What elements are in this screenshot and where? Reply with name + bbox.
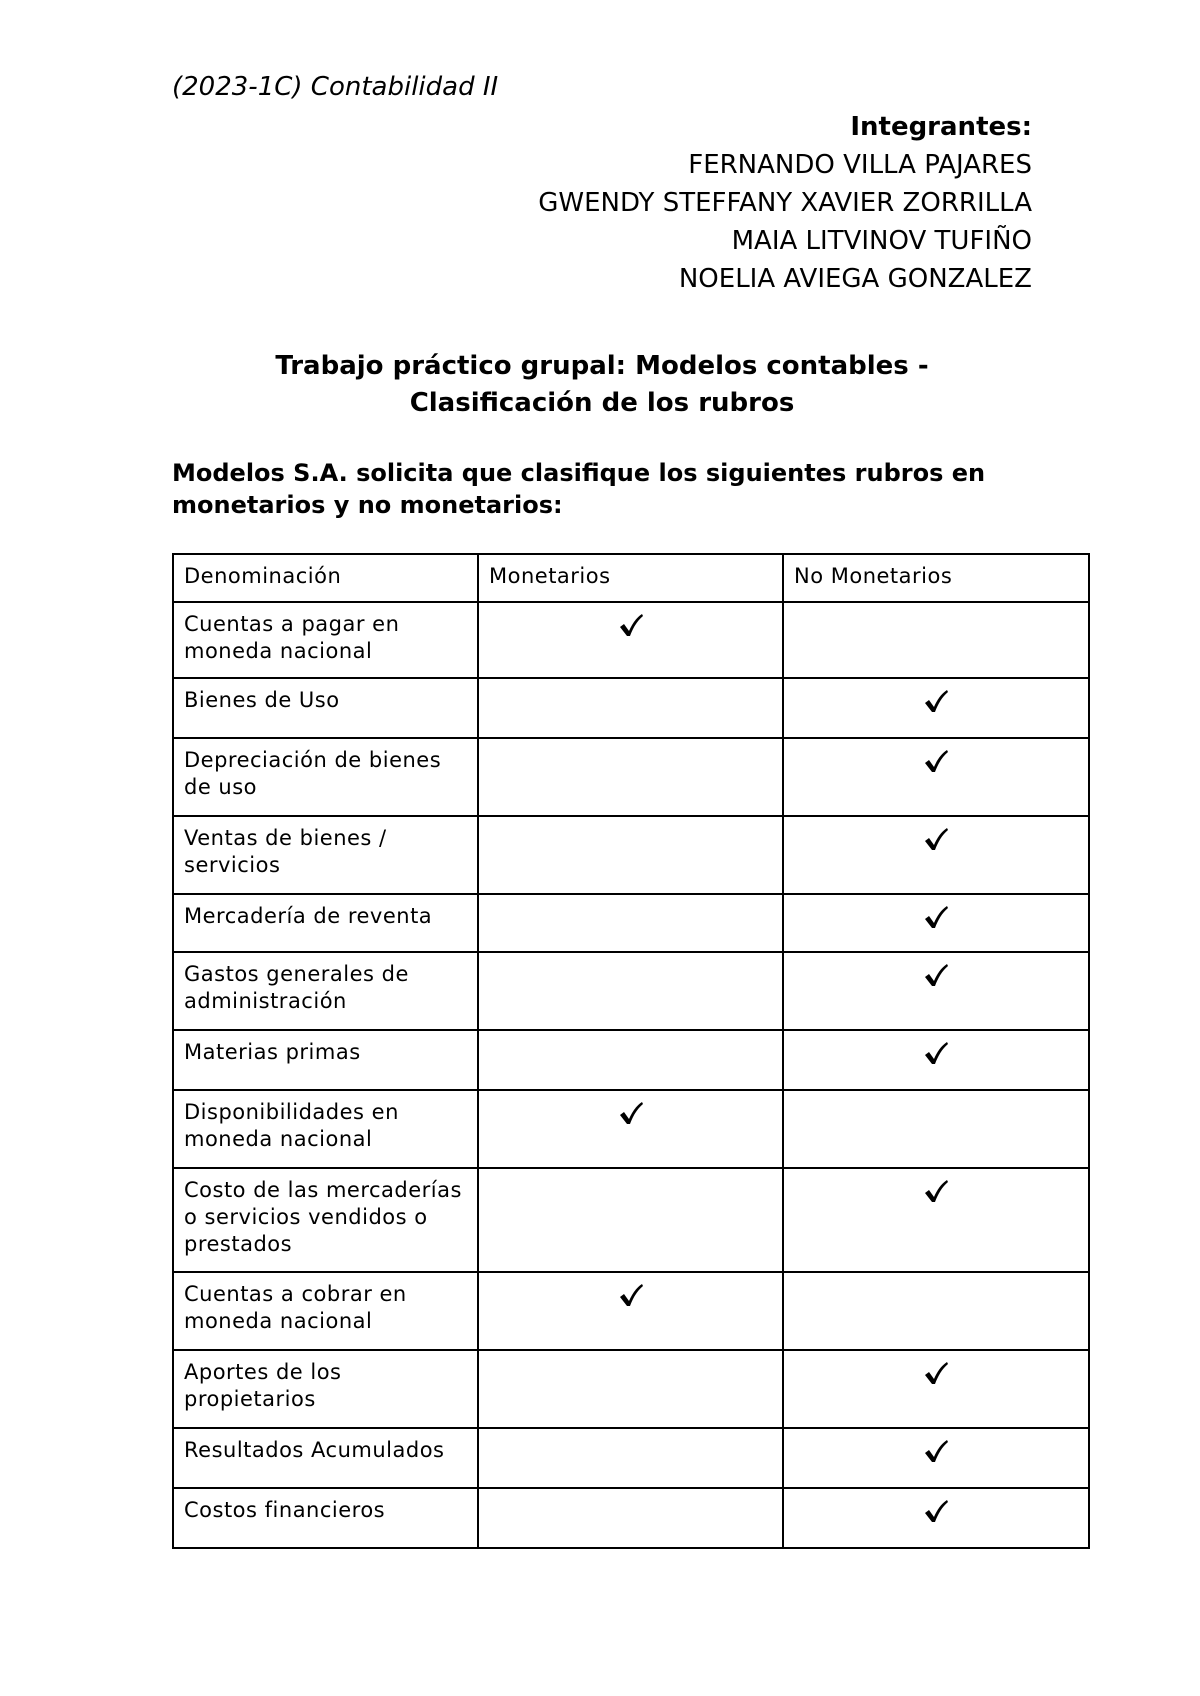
cell-monetarios <box>478 738 783 816</box>
table-body <box>173 602 1089 1548</box>
cell-no-monetarios <box>783 816 1089 894</box>
table-row <box>173 1272 1089 1350</box>
checkmark-icon <box>794 961 1078 995</box>
cell-denominacion: Cuentas a cobrar en moneda nacional <box>173 1272 478 1350</box>
members-title: Integrantes: <box>850 112 1032 142</box>
cell-denominacion: Disponibilidades en moneda nacional <box>173 1090 478 1168</box>
checkmark-icon <box>489 1281 772 1315</box>
cell-denominacion: Materias primas <box>173 1030 478 1090</box>
cell-no-monetarios <box>783 1350 1089 1428</box>
table-row <box>173 894 1089 952</box>
cell-no-monetarios <box>783 678 1089 738</box>
cell-monetarios <box>478 678 783 738</box>
checkmark-icon <box>489 611 772 645</box>
checkmark-icon <box>794 747 1078 781</box>
cell-monetarios <box>478 816 783 894</box>
checkmark-icon <box>794 903 1078 937</box>
table-row <box>173 952 1089 1030</box>
checkmark-icon <box>794 1497 1078 1531</box>
assignment-statement: Modelos S.A. solicita que clasifique los siguientes rubros en monetarios y no monetarios: <box>172 459 986 519</box>
table-row <box>173 1168 1089 1272</box>
cell-no-monetarios <box>783 738 1089 816</box>
cell-no-monetarios <box>783 1168 1089 1272</box>
title-line-2: Clasificación de los rubros <box>409 388 795 418</box>
cell-denominacion: Depreciación de bienes de uso <box>173 738 478 816</box>
cell-monetarios <box>478 1488 783 1548</box>
cell-denominacion: Resultados Acumulados <box>173 1428 478 1488</box>
member-name: FERNANDO VILLA PAJARES <box>688 150 1032 180</box>
cell-no-monetarios <box>783 602 1089 678</box>
member-name: GWENDY STEFFANY XAVIER ZORRILLA <box>538 188 1032 218</box>
cell-monetarios <box>478 952 783 1030</box>
cell-monetarios <box>478 1350 783 1428</box>
table-row <box>173 1090 1089 1168</box>
checkmark-icon <box>794 1039 1078 1073</box>
table-row <box>173 738 1089 816</box>
cell-denominacion: Cuentas a pagar en moneda nacional <box>173 602 478 678</box>
column-header-monetarios: Monetarios <box>478 554 783 602</box>
cell-monetarios <box>478 1090 783 1168</box>
cell-monetarios <box>478 1272 783 1350</box>
table-row <box>173 1428 1089 1488</box>
cell-denominacion: Mercadería de reventa <box>173 894 478 952</box>
column-header-no-monetarios: No Monetarios <box>783 554 1089 602</box>
cell-monetarios <box>478 894 783 952</box>
column-header-denominacion: Denominación <box>173 554 478 602</box>
cell-denominacion: Ventas de bienes / servicios <box>173 816 478 894</box>
cell-no-monetarios <box>783 1030 1089 1090</box>
checkmark-icon <box>489 1099 772 1133</box>
checkmark-icon <box>794 1359 1078 1393</box>
table-row <box>173 1350 1089 1428</box>
member-name: NOELIA AVIEGA GONZALEZ <box>678 264 1032 294</box>
cell-no-monetarios <box>783 1428 1089 1488</box>
cell-denominacion: Costo de las mercaderías o servicios vendidos o prestados <box>173 1168 478 1272</box>
cell-no-monetarios <box>783 1272 1089 1350</box>
cell-denominacion: Bienes de Uso <box>173 678 478 738</box>
cell-monetarios <box>478 1030 783 1090</box>
member-name: MAIA LITVINOV TUFIÑO <box>731 226 1032 256</box>
checkmark-icon <box>794 1437 1078 1471</box>
title-line-1: Trabajo práctico grupal: Modelos contables - <box>275 351 929 381</box>
cell-denominacion: Costos financieros <box>173 1488 478 1548</box>
cell-no-monetarios <box>783 1488 1089 1548</box>
checkmark-icon <box>794 687 1078 721</box>
table-row <box>173 816 1089 894</box>
table-row <box>173 602 1089 678</box>
members-block <box>538 108 1032 298</box>
table-row <box>173 1030 1089 1090</box>
cell-monetarios <box>478 602 783 678</box>
cell-no-monetarios <box>783 952 1089 1030</box>
document-title <box>172 348 1032 422</box>
table-row <box>173 1488 1089 1548</box>
table-header-row <box>173 554 1089 602</box>
cell-monetarios <box>478 1168 783 1272</box>
classification-table <box>172 553 1090 1549</box>
cell-denominacion: Gastos generales de administración <box>173 952 478 1030</box>
table-row <box>173 678 1089 738</box>
cell-denominacion: Aportes de los propietarios <box>173 1350 478 1428</box>
cell-no-monetarios <box>783 894 1089 952</box>
cell-no-monetarios <box>783 1090 1089 1168</box>
course-header: (2023-1C) Contabilidad II <box>172 72 499 102</box>
checkmark-icon <box>794 1177 1078 1211</box>
cell-monetarios <box>478 1428 783 1488</box>
checkmark-icon <box>794 825 1078 859</box>
